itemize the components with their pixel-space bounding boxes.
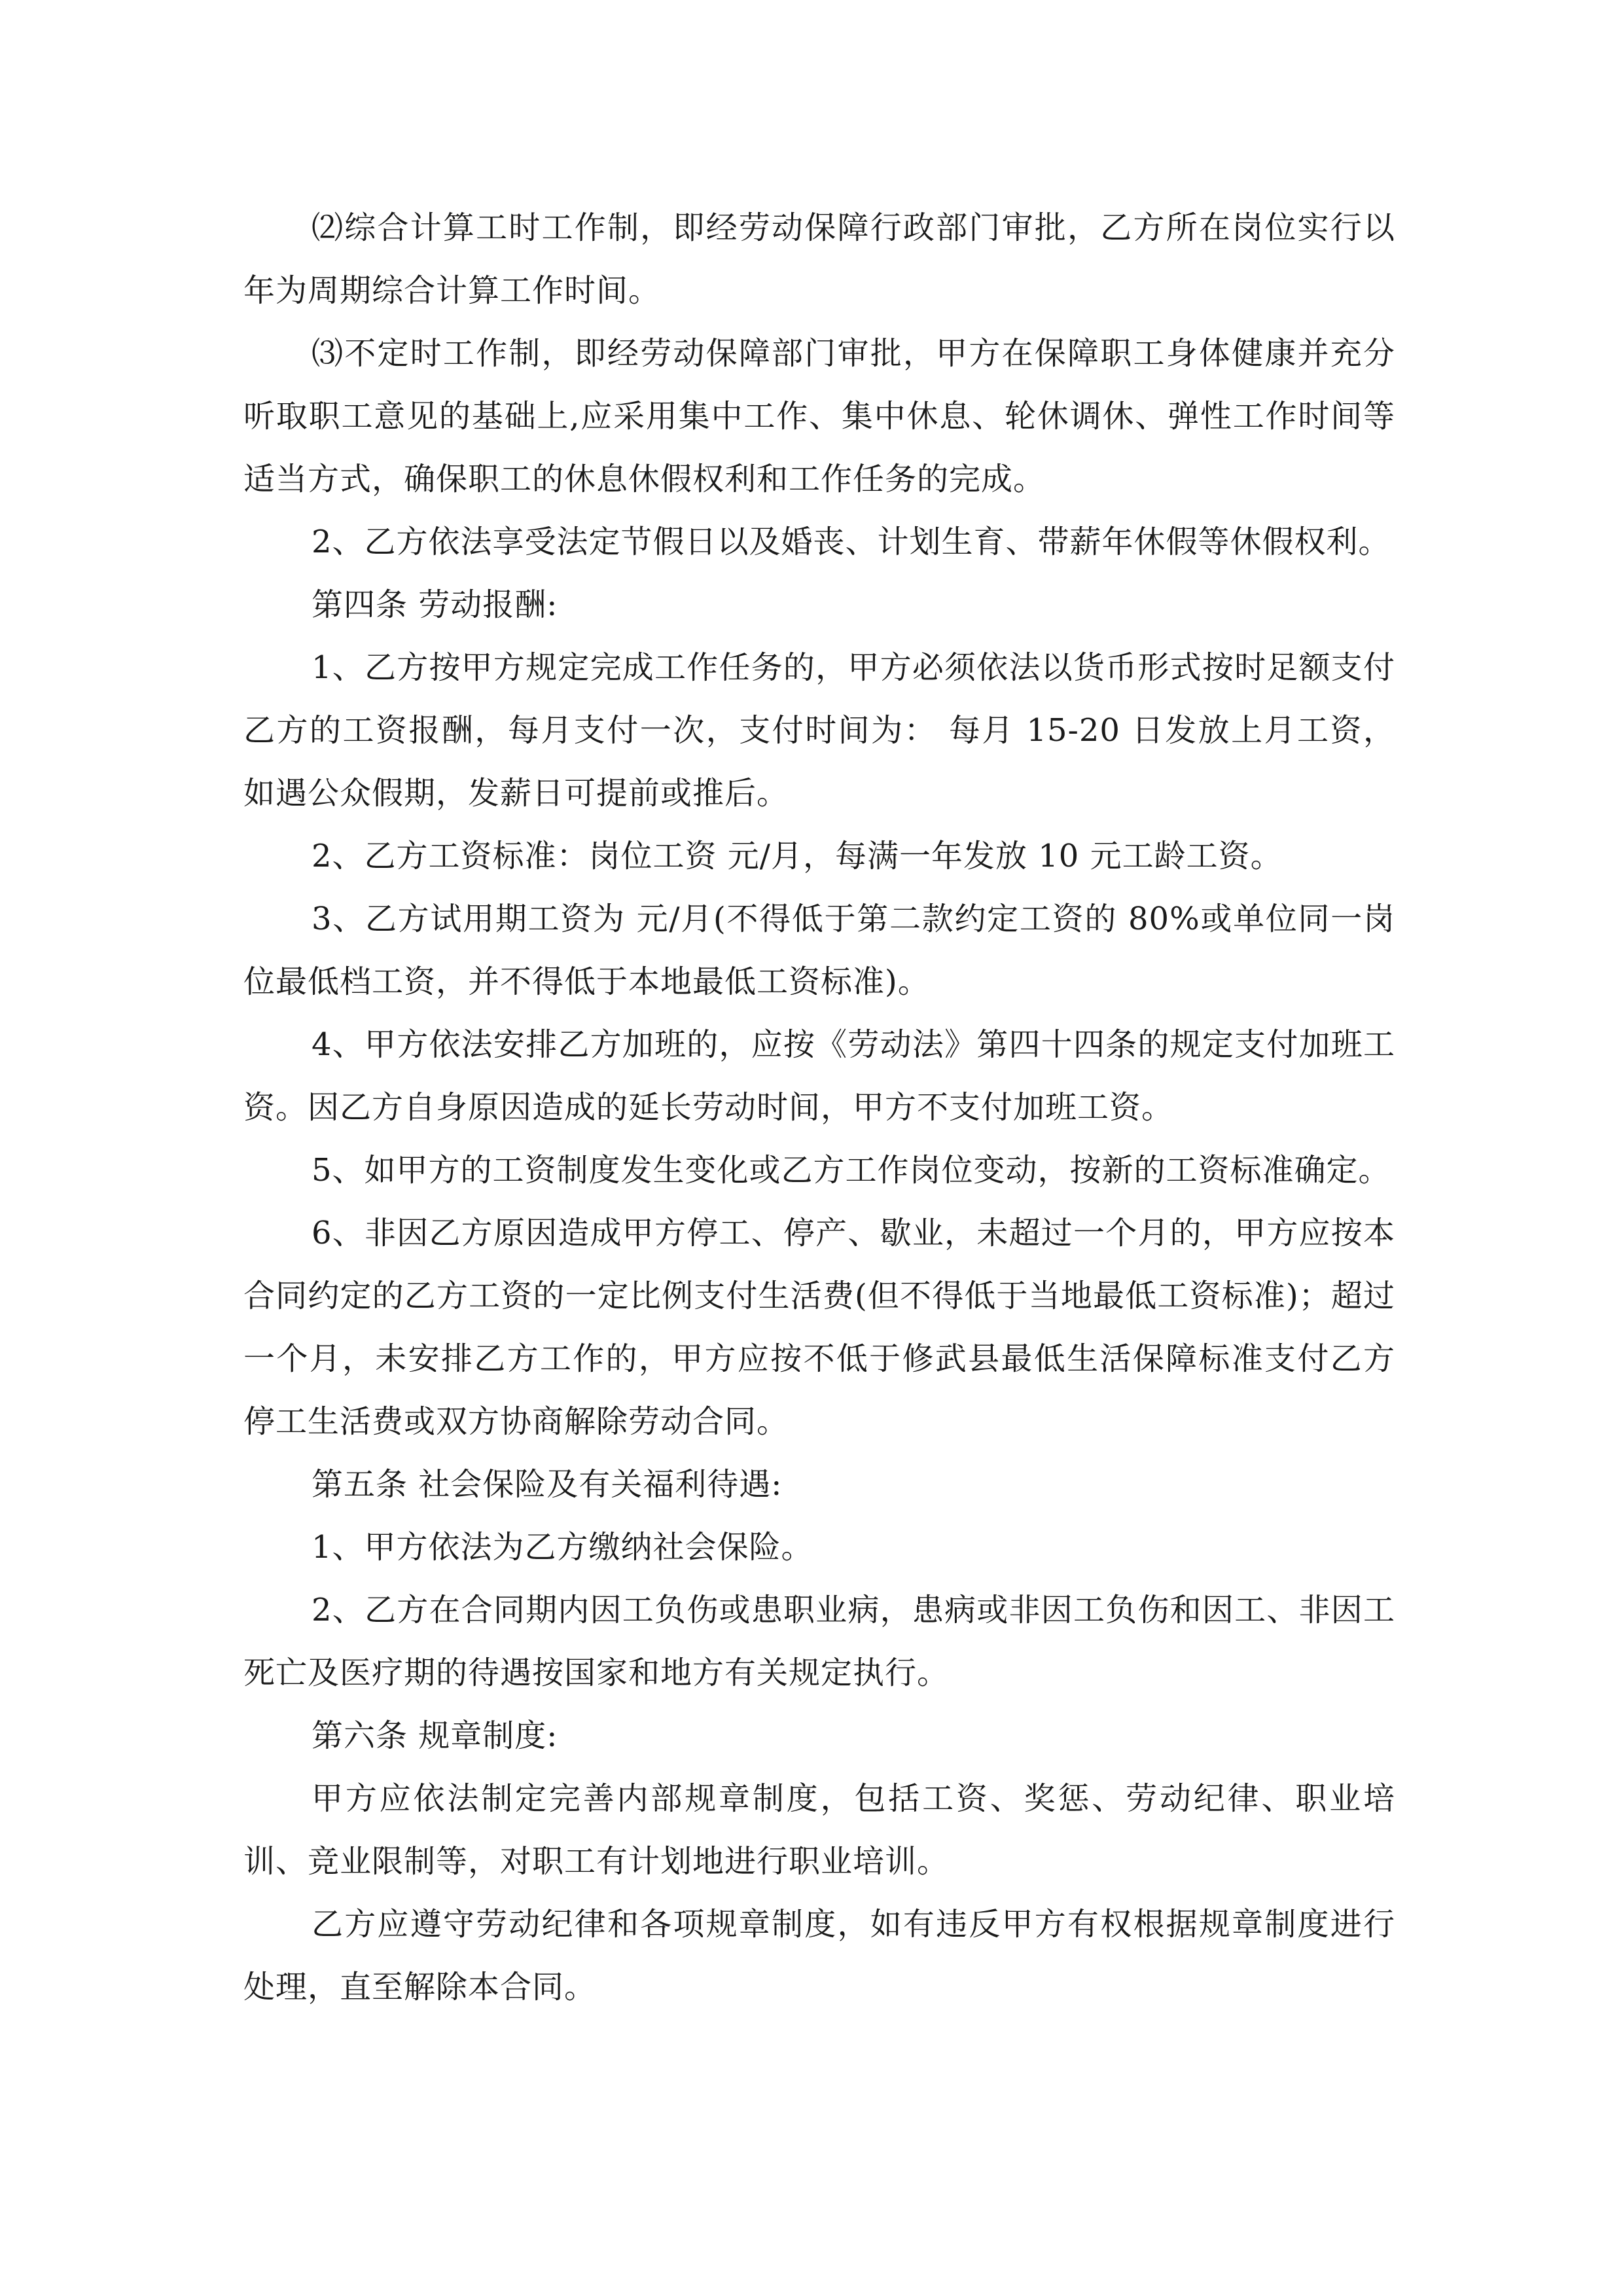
article-6-heading: 第六条 规章制度:: [312, 1717, 558, 1754]
paragraph-salary-payment: 1、乙方按甲方规定完成工作任务的，甲方必须依法以货币形式按时足额支付乙方的工资报酬，每月支付一次，支付时间为： 每月 15-20 日发放上月工资，如遇公众假期，发薪日可提前或推后。: [243, 649, 1395, 812]
document-body: [243, 196, 1395, 2018]
paragraph-work-hours-flexible: ⑶不定时工作制，即经劳动保障部门审批，甲方在保障职工身体健康并充分听取职工意见的基础上,应采用集中工作、集中休息、轮休调休、弹性工作时间等适当方式，确保职工的休息休假权利和工作任务的完成。: [243, 335, 1395, 497]
paragraph-rules-employer: 甲方应依法制定完善内部规章制度，包括工资、奖惩、劳动纪律、职业培训、竞业限制等，对职工有计划地进行职业培训。: [243, 1780, 1395, 1880]
paragraph-work-stoppage: 6、非因乙方原因造成甲方停工、停产、歇业，未超过一个月的，甲方应按本合同约定的乙方工资的一定比例支付生活费(但不得低于当地最低工资标准)；超过一个月，未安排乙方工作的，甲方应按不低于修武县最低生活保障标准支付乙方停工生活费或双方协商解除劳动合同。: [243, 1215, 1395, 1440]
paragraph-holiday-rights: 2、乙方依法享受法定节假日以及婚丧、计划生育、带薪年休假等休假权利。: [312, 524, 1391, 560]
paragraph-salary-standard: 2、乙方工资标准：岗位工资 元/月，每满一年发放 10 元工龄工资。: [312, 838, 1283, 874]
paragraph-salary-change: 5、如甲方的工资制度发生变化或乙方工作岗位变动，按新的工资标准确定。: [312, 1152, 1391, 1189]
article-4-heading: 第四条 劳动报酬:: [312, 586, 558, 623]
paragraph-probation-salary: 3、乙方试用期工资为 元/月(不得低于第二款约定工资的 80%或单位同一岗位最低档工资，并不得低于本地最低工资标准)。: [243, 901, 1395, 1000]
paragraph-rules-employee: 乙方应遵守劳动纪律和各项规章制度，如有违反甲方有权根据规章制度进行处理，直至解除本合同。: [243, 1906, 1395, 2005]
article-5-heading: 第五条 社会保险及有关福利待遇:: [312, 1466, 783, 1503]
paragraph-work-hours-comprehensive: ⑵综合计算工时工作制，即经劳动保障行政部门审批，乙方所在岗位实行以年为周期综合计算工作时间。: [243, 209, 1395, 309]
paragraph-social-insurance: 1、甲方依法为乙方缴纳社会保险。: [312, 1529, 813, 1566]
paragraph-injury-treatment: 2、乙方在合同期内因工负伤或患职业病，患病或非因工负伤和因工、非因工死亡及医疗期的待遇按国家和地方有关规定执行。: [243, 1592, 1395, 1691]
paragraph-overtime-pay: 4、甲方依法安排乙方加班的，应按《劳动法》第四十四条的规定支付加班工资。因乙方自身原因造成的延长劳动时间，甲方不支付加班工资。: [243, 1026, 1395, 1126]
